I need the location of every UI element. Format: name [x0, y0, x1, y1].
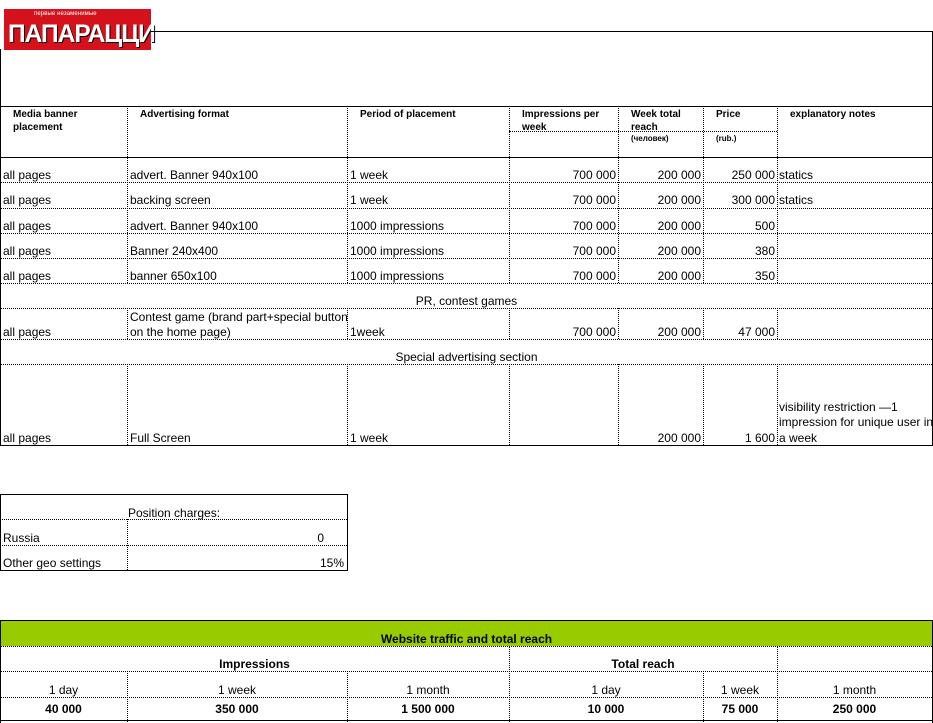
cell-placement: all pages [3, 193, 52, 207]
cell-price: 250 000 [731, 168, 775, 182]
logo-tagline: первые незаменимые [34, 11, 97, 17]
cell-price: 1 600 [744, 431, 775, 445]
cell-placement: all pages [3, 269, 52, 283]
traffic-value: 10 000 [587, 702, 625, 716]
header-reach-unit: (человек) [631, 134, 669, 143]
traffic-bottom-border [0, 720, 932, 721]
section-title-pr: PR, contest games [415, 294, 518, 308]
traffic-value: 350 000 [215, 702, 259, 716]
cell-price: 47 000 [738, 325, 775, 339]
col-divider [127, 308, 128, 339]
cell-period: 1 week [350, 168, 389, 182]
cell-price: 500 [754, 219, 775, 233]
cell-reach: 200 000 [657, 244, 701, 258]
cell-notes-line1: visibility restriction —1 [779, 400, 898, 414]
row-divider [0, 182, 932, 183]
cell-notes: statics [779, 193, 814, 207]
traffic-impressions-label: Impressions [219, 657, 290, 671]
traffic-row-divider [0, 697, 932, 698]
cell-period: 1week [350, 325, 385, 339]
header-format: Advertising format [140, 109, 229, 120]
row-divider [0, 339, 932, 340]
traffic-top-border [0, 620, 932, 621]
col-divider [777, 308, 778, 339]
col-divider [127, 106, 128, 283]
cell-notes-line2: impression for unique user in [779, 415, 933, 429]
traffic-value: 75 000 [721, 702, 759, 716]
position-charges-title: Position charges: [128, 506, 221, 520]
cell-impressions: 700 000 [572, 219, 616, 233]
row-divider [0, 208, 932, 209]
pos-value: 15% [319, 556, 344, 570]
cell-reach: 200 000 [657, 269, 701, 283]
traffic-period: 1 day [591, 683, 621, 697]
cell-placement: all pages [3, 325, 52, 339]
header-price-unit: (rub.) [716, 134, 737, 143]
cell-format: advert. Banner 940x100 [130, 168, 259, 182]
row-divider [0, 308, 932, 309]
cell-impressions: 700 000 [572, 269, 616, 283]
traffic-reach-label: Total reach [611, 657, 675, 671]
header-reach-line1: Week total [631, 109, 681, 120]
pos-value: 0 [317, 531, 324, 545]
cell-reach: 200 000 [657, 431, 701, 445]
traffic-value: 250 000 [832, 702, 877, 716]
table-header-bottom [0, 157, 932, 158]
pos-row-divider [0, 545, 347, 546]
frame-left-border [0, 49, 1, 445]
col-divider [127, 364, 128, 445]
col-divider [777, 364, 778, 445]
row-divider [0, 283, 932, 284]
pos-left-border [0, 494, 1, 570]
cell-notes: statics [779, 168, 814, 182]
cell-price: 350 [754, 269, 775, 283]
cell-reach: 200 000 [657, 219, 701, 233]
cell-format: Banner 240x400 [130, 244, 219, 258]
cell-reach: 200 000 [657, 325, 701, 339]
traffic-title: Website traffic and total reach [380, 632, 553, 646]
cell-impressions: 700 000 [572, 168, 616, 182]
cell-reach: 200 000 [657, 168, 701, 182]
cell-period: 1000 impressions [350, 269, 445, 283]
row-divider [0, 258, 932, 259]
col-divider [347, 364, 348, 445]
cell-placement: all pages [3, 219, 52, 233]
table-header-top [0, 106, 932, 107]
traffic-period: 1 month [832, 683, 877, 697]
cell-impressions: 700 000 [572, 325, 616, 339]
traffic-value: 1 500 000 [401, 702, 455, 716]
col-divider [777, 106, 778, 283]
header-impressions-line2: week [522, 122, 547, 133]
traffic-period: 1 day [48, 683, 79, 697]
header-placement-line1: Media banner [13, 109, 78, 120]
cell-format: Full Screen [130, 431, 191, 445]
header-reach-line2: reach [631, 122, 658, 133]
header-price: Price [716, 109, 741, 120]
traffic-row-divider [0, 671, 932, 672]
cell-period: 1000 impressions [350, 219, 445, 233]
col-divider [347, 106, 348, 283]
header-placement-line2: placement [13, 122, 63, 133]
row-divider [0, 364, 932, 365]
cell-impressions: 700 000 [572, 244, 616, 258]
pos-top-border [0, 494, 347, 495]
cell-placement: all pages [3, 244, 52, 258]
section-title-special: Special advertising section [395, 350, 538, 364]
cell-period: 1 week [350, 193, 389, 207]
cell-reach: 200 000 [657, 193, 701, 207]
cell-period: 1 week [350, 431, 389, 445]
frame-top-border [151, 31, 932, 32]
traffic-period: 1 week [720, 683, 760, 697]
cell-format: banner 650x100 [130, 269, 217, 283]
col-divider [509, 364, 510, 445]
traffic-value: 40 000 [45, 702, 82, 716]
header-impressions-line1: Impressions per [522, 109, 600, 120]
cell-price: 300 000 [731, 193, 775, 207]
traffic-row-divider [0, 646, 932, 647]
pos-bottom-border [0, 570, 348, 571]
traffic-period: 1 week [217, 683, 257, 697]
cell-format-line2: on the home page) [130, 325, 231, 339]
cell-format-line1: Contest game (brand part+special button [130, 310, 348, 324]
cell-period: 1000 impressions [350, 244, 445, 258]
cell-notes-line3: a week [779, 431, 818, 445]
pos-label: Russia [3, 531, 40, 545]
cell-price: 380 [754, 244, 775, 258]
cell-placement: all pages [3, 168, 52, 182]
pos-right-border [347, 494, 348, 570]
cell-impressions: 700 000 [572, 193, 616, 207]
table-bottom [0, 445, 933, 446]
header-notes: explanatory notes [790, 109, 876, 120]
row-divider [0, 233, 932, 234]
header-period: Period of placement [360, 109, 456, 120]
traffic-period: 1 month [406, 683, 450, 697]
paparazzi-logo [4, 9, 155, 50]
logo-wordmark: ПАПАРАЦЦИ [8, 20, 155, 48]
cell-placement: all pages [3, 431, 52, 445]
cell-format: backing screen [130, 193, 211, 207]
pos-label: Other geo settings [3, 556, 102, 570]
cell-format: advert. Banner 940x100 [130, 219, 259, 233]
